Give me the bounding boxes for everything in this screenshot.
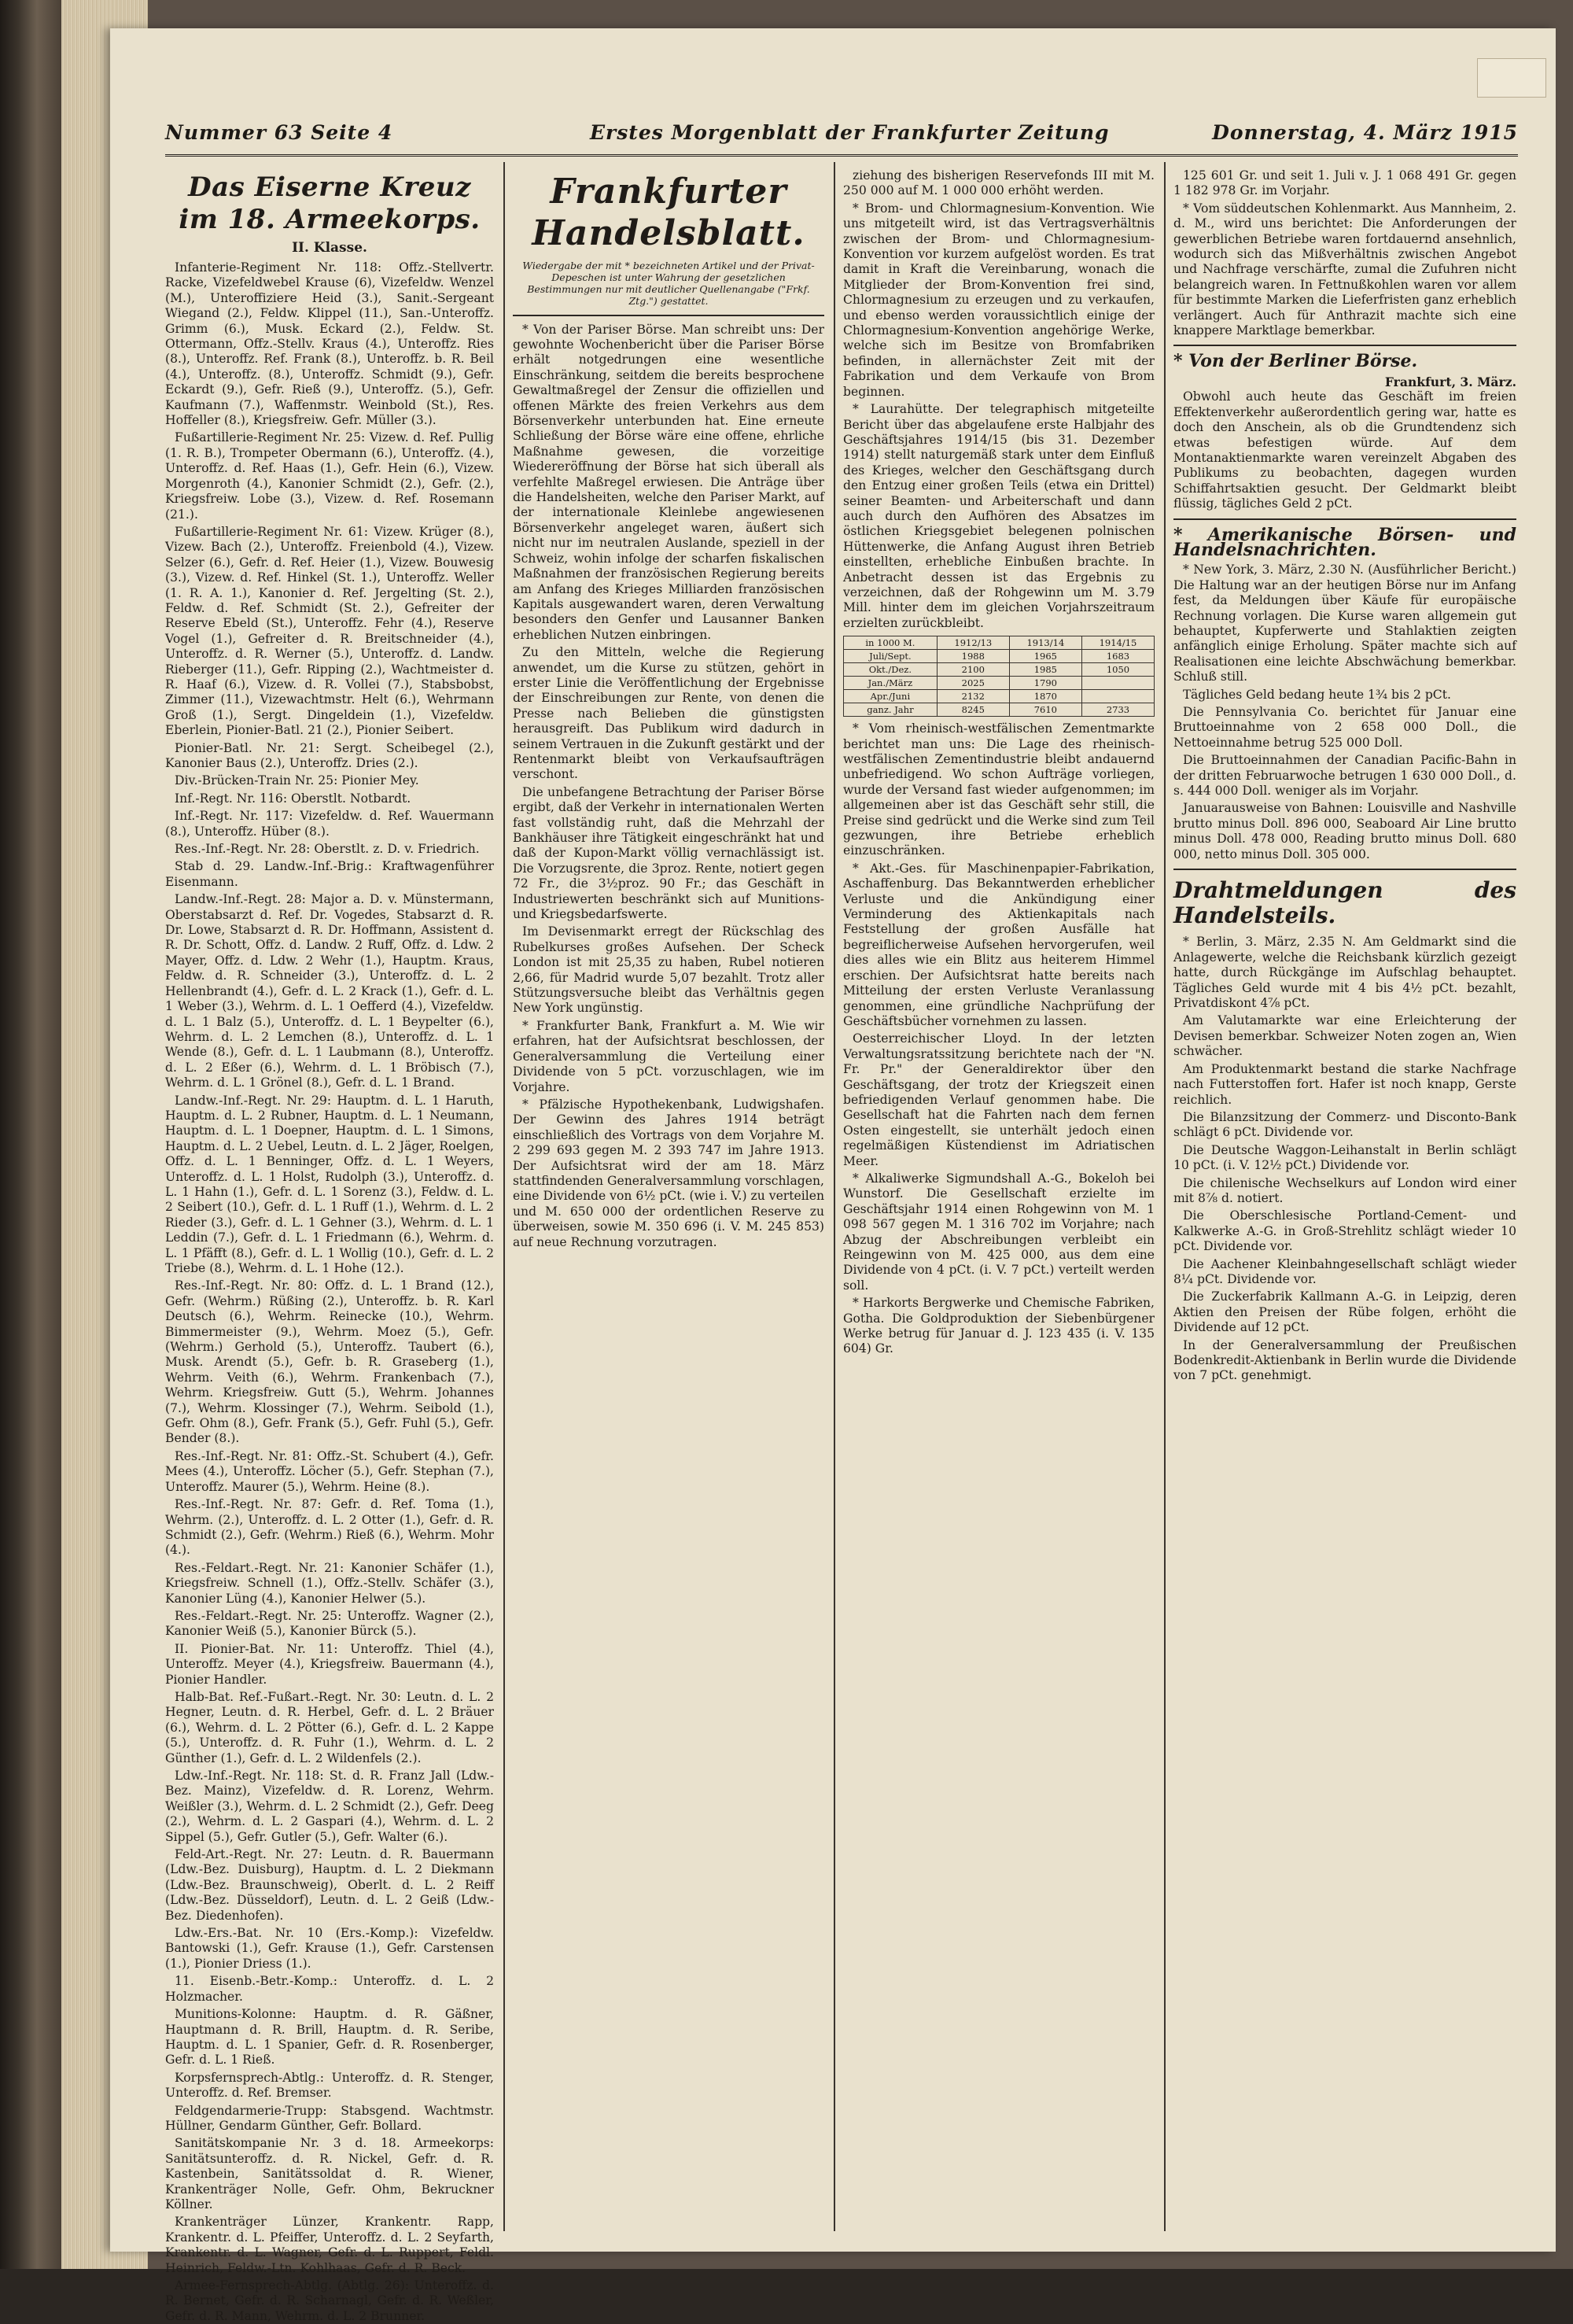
paragraph: 11. Eisenb.-Betr.-Komp.: Unteroffz. d. L. 2 Holzmacher. bbox=[165, 1974, 494, 2004]
paragraph: Div.-Brücken-Train Nr. 25: Pionier Mey. bbox=[175, 773, 419, 788]
article-body bbox=[843, 721, 1155, 1357]
paragraph: Fußartillerie-Regiment Nr. 61: Vizew. Krüger (8.), Vizew. Bach (2.), Unteroffz. Freienbold (4.), Vizew. Selzer (6.), Gefr. d. Ref. Heier (1.), Vizew. Bouwesig (3.), Vizew. d. Ref. Hinkel (St. 1.), Unteroffz. Weller (1. R. A. 1.), Kanonier d. Ref. Jergelting (St. 2.), Feldw. d. Ref. Schmidt (St. 2.), Gefreiter der Reserve Ebeld (St.), Unteroffz. Fehr (4.), Reserve Vogel (1.), Gefreiter d. R. Breitschneider (4.), Unteroffz. d. R. Werner (5.), Unteroffz. d. Landw. Rieberger (11.), Gefr. Ripping (2.), Wachtmeister d. R. Haaf (6.), Vizew. d. R. Vollei (7.), Stabsbobst, Zimmer (11.), Vizewachtmstr. Helt (6.), Wehrmann Groß (1.), Sergt. Dingeldein (1.), Vizefeldw. Eberlein, Pionier-Batl. 21 (2.), Pionier Seibert. bbox=[165, 524, 494, 738]
archive-stamp bbox=[1477, 58, 1546, 98]
book-spine bbox=[0, 0, 61, 2269]
paragraph: Halb-Bat. Ref.-Fußart.-Regt. Nr. 30: Leutn. d. L. 2 Hegner, Leutn. d. R. Herbel, Gefr. d. L. 2 Bräuer (6.), Wehrm. d. L. 2 Pötter (6.), Gefr. d. L. 2 Kappe (5.), Unteroffz. d. R. Fuhr (1.), Wehrm. d. L. 2 Günther (1.), Gefr. d. L. 2 Wildenfels (2.). bbox=[165, 1689, 494, 1765]
table-header-cell: 1913/14 bbox=[1009, 636, 1081, 650]
paragraph: II. Pionier-Bat. Nr. 11: Unteroffz. Thiel (4.), Unteroffz. Meyer (4.), Kriegsfreiw. Bauermann (4.), Pionier Handler. bbox=[165, 1641, 494, 1687]
paragraph: Res.-Inf.-Regt. Nr. 87: Gefr. d. Ref. Toma (1.), Wehrm. (2.), Unteroffz. d. L. 2 Otter (1.), Gefr. d. R. Schmidt (2.), Gefr. (Wehrm.) Rieß (6.), Wehrm. Mohr (4.). bbox=[165, 1497, 494, 1558]
paragraph: Res.-Feldart.-Regt. Nr. 25: Unteroffz. Wagner (2.), Kanonier Weiß (5.), Kanonier Bürck (5.). bbox=[165, 1608, 494, 1639]
table-row bbox=[844, 663, 1155, 677]
column-1 bbox=[165, 168, 494, 2323]
paragraph: Im Devisenmarkt erregt der Rückschlag des Rubelkurses großes Aufsehen. Der Scheck London ist mit 25,35 zu haben, Rubel notieren 2,66, für Madrid wurde 5,07 bezahlt. Trotz aller Stützungsversuche bleibt das Verhältnis gegen New York ungünstig. bbox=[513, 924, 824, 1016]
paragraph: Inf.-Regt. Nr. 117: Vizefeldw. d. Ref. Wauermann (8.), Unteroffz. Hüber (8.). bbox=[165, 809, 494, 839]
table-row bbox=[844, 703, 1155, 717]
table-cell: 1790 bbox=[1009, 677, 1081, 690]
production-table bbox=[843, 636, 1155, 717]
paragraph: Feldgendarmerie-Trupp: Stabsgend. Wachtmstr. Hüllner, Gendarm Günther, Gefr. Bollard. bbox=[165, 2103, 494, 2133]
paragraph: Armee-Fernsprech-Abtlg. (Abtlg. 26): Unteroffz. d. R. Bernet, Gefr. d. R. Scharnagl, Gefr. d. R. Weßler, Gefr. d. R. Mann, Wehrm. d. L. 2 Brunner. bbox=[165, 2278, 494, 2323]
table-cell: 2100 bbox=[937, 663, 1009, 677]
paragraph: Ldw.-Inf.-Regt. Nr. 118: St. d. R. Franz Jall (Ldw.-Bez. Mainz), Vizefeldw. d. R. Lorenz, Wehrm. Weißler (3.), Wehrm. d. L. 2 Schmidt (2.), Gefr. Deeg (2.), Wehrm. d. L. 2 Gaspari (4.), Wehrm. d. L. 2 Sippel (5.), Gefr. Gutler (5.), Gefr. Walter (6.). bbox=[165, 1769, 494, 1844]
table-header-row bbox=[844, 636, 1155, 650]
column-rule bbox=[1164, 162, 1166, 2231]
masthead-date: Donnerstag, 4. März 1915 bbox=[1212, 121, 1518, 144]
newspaper-page bbox=[110, 28, 1556, 2323]
paragraph: Oesterreichischer Lloyd. In der letzten Verwaltungsratssitzung berichtete nach der "N. Fr. Pr." der Generaldirektor über den Geschäftsgang, der trotz der Kriegszeit einen befriedigenden Verlauf genommen habe. Die Gesellschaft hat die Fahrten nach dem fernen Osten eingestellt, sie unterhält jedoch einen regelmäßigen Küstendienst im Adriatischen Meer. bbox=[843, 1031, 1155, 1168]
table-cell: 1870 bbox=[1009, 690, 1081, 703]
divider bbox=[513, 315, 824, 316]
table-cell: Juli/Sept. bbox=[844, 650, 938, 663]
table-cell: Jan./März bbox=[844, 677, 938, 690]
table-cell: Apr./Juni bbox=[844, 690, 938, 703]
paragraph: * Von der Pariser Börse. Man schreibt uns: Der gewohnte Wochenbericht über die Pariser Börse erhält notgedrungen eine wesentliche Einschränkung, seitdem die bereits besprochene Gewaltmaßregel der Zensur die offiziellen und offenen Märkte des freien Verkehrs aus dem Börsenverkehr unterbunden hat. Eine erneute Schließung der Börse wäre eine offene, ehrliche Maßnahme gewesen, die vorzeitige Wiedereröffnung der Börse hat sich überall als verfehlte Maßregel erwiesen. Die Anträge über die Handelsheiten, welche den Pariser Markt, auf der internationale Kleinlebe angewiesenen Börsenverkehr angeleget waren, äußert sich nicht nur im neutralen Auslande, speziell in der Schweiz, wohin infolge der scharfen fiskalischen Maßnahmen der französischen Regierung bereits am Anfang des Krieges Milliarden französischen Kapitals ausgewandert waren, deren Verwaltung besonders den Genfer und Lausanner Banken erheblichen Nutzen einbringen. bbox=[513, 322, 824, 642]
paragraph: * Vom rheinisch-westfälischen Zementmarkte berichtet man uns: Die Lage des rheinisch-westfälischen Zementindustrie bleibt andauernd unbefriedigend. Wo schon Aufträge vorliegen, wurde der Versand fast wieder aufgenommen; im allgemeinen aber ist das Geschäft sehr still, die Preise sind gedrückt und die Werke sind zum Teil gezwungen, ihre Betriebe erheblich einzuschränken. bbox=[843, 721, 1155, 858]
paragraph: Landw.-Inf.-Regt. 28: Major a. D. v. Münstermann, Oberstabsarzt d. Ref. Dr. Vogedes, Stabsarzt d. R. Dr. Lowe, Stabsarzt d. R. Dr. Hoffmann, Assistent d. R. Dr. Schott, Offz. d. Landw. 2 Ruff, Offz. d. Ldw. 2 Mayer, Offz. d. Ldw. 2 Wehr (1.), Hauptm. Kraus, Feldw. d. R. Schneider (3.), Unteroffz. d. L. 2 Hellenbrandt (4.), Gefr. d. L. 2 Krack (1.), Gefr. d. L. 1 Weber (3.), Wehrm. d. L. 1 Oefferd (4.), Vizefeldw. d. L. 1 Balz (5.), Unteroffz. d. L. 1 Beypelter (6.), Wehrm. d. L. 2 Lemchen (8.), Unteroffz. d. L. 1 Wende (8.), Gefr. d. L. 1 Laubmann (8.), Unteroffz. d. L. 2 Eßer (6.), Wehrm. d. L. 1 Bröbisch (7.), Wehrm. d. L. 1 Grönel (8.), Gefr. d. L. 1 Brand. bbox=[165, 892, 494, 1090]
table-cell: ganz. Jahr bbox=[844, 703, 938, 717]
table-row bbox=[844, 690, 1155, 703]
table-cell: 1985 bbox=[1009, 663, 1081, 677]
section-title: Frankfurter Handelsblatt. bbox=[532, 172, 805, 253]
paragraph: Ldw.-Ers.-Bat. Nr. 10 (Ers.-Komp.): Vizefeldw. Bantowski (1.), Gefr. Krause (1.), Gefr. Carstensen (1.), Pionier Driess (1.). bbox=[165, 1926, 494, 1971]
paragraph: Die chilenische Wechselkurs auf London wird einer mit 8⅞ d. notiert. bbox=[1173, 1175, 1516, 1205]
paragraph: Fußartillerie-Regiment Nr. 25: Vizew. d. Ref. Pullig (1. R. B.), Trompeter Obermann (6.), Unteroffz. (4.), Unteroffz. d. Ref. Haas (1.), Gefr. Hein (6.), Vizew. Morgenroth (4.), Kanonier Schmidt (2.), Gefr. (2.), Kriegsfreiw. Lobe (3.), Vizew. d. Ref. Rosemann (21.). bbox=[165, 430, 494, 522]
paragraph: Feld-Art.-Regt. Nr. 27: Leutn. d. R. Bauermann (Ldw.-Bez. Duisburg), Hauptm. d. L. 2 Diekmann (Ldw.-Bez. Braunschweig), Oberlt. d. L. 2 Reiff (Ldw.-Bez. Düsseldorf), Leutn. d. L. 2 Geiß (Ldw.-Bez. Diedenhofen). bbox=[165, 1847, 494, 1923]
article-body bbox=[513, 323, 824, 1250]
table-header-cell: in 1000 M. bbox=[844, 636, 938, 650]
section-heading: * Amerikanische Börsen- und Handelsnachrichten. bbox=[1173, 524, 1516, 560]
table-row bbox=[844, 650, 1155, 663]
column-rule bbox=[503, 162, 505, 2231]
paragraph: Die Oberschlesische Portland-Cement- und Kalkwerke A.-G. in Groß-Strehlitz schlägt wieder 10 pCt. Dividende vor. bbox=[1173, 1208, 1516, 1254]
table-cell: Okt./Dez. bbox=[844, 663, 938, 677]
table-cell: 7610 bbox=[1009, 703, 1081, 717]
table-cell: 2025 bbox=[937, 677, 1009, 690]
paragraph: Infanterie-Regiment Nr. 118: Offz.-Stellvertr. Racke, Vizefeldwebel Krause (6), Vizefeldw. Wenzel (M.), Unteroffiziere Heid (3.), Sanit.-Sergeant Wiegand (2.), Feldw. Klippel (11.), San.-Unteroffz. Grimm (6.), Musk. Eckard (2.), Feldw. St. Ottermann, Offz.-Stellv. Kraus (4.), Unteroffz. Ries (8.), Unteroffz. Ref. Frank (8.), Unteroffz. b. R. Beil (4.), Unteroffz. (8.), Unteroffz. Schmidt (9.), Gefr. Eckardt (9.), Gefr. Rieß (9.), Unteroffz. (5.), Gefr. Kaufmann (7.), Waffenmstr. Weinbold (St.), Res. Hoffeller (8.), Kriegsfreiw. Gefr. Müller (3.). bbox=[165, 260, 494, 428]
divider bbox=[1173, 345, 1516, 346]
paragraph: In der Generalversammlung der Preußischen Bodenkredit-Aktienbank in Berlin wurde die Dividende von 7 pCt. genehmigt. bbox=[1173, 1337, 1516, 1383]
divider bbox=[1173, 869, 1516, 870]
table-body bbox=[844, 650, 1155, 717]
paragraph: Januarausweise von Bahnen: Louisville and Nashville brutto minus Doll. 896 000, Seaboard Air Line brutto minus Doll. 478 000, Reading brutto minus Doll. 680 000, netto minus Doll. 305 000. bbox=[1173, 801, 1516, 861]
column-3 bbox=[843, 168, 1155, 2230]
paragraph: Die unbefangene Betrachtung der Pariser Börse ergibt, daß der Verkehr in internationalen Werten fast vollständig ruht, daß die Mehrzahl der Bankhäuser ihre Tätigkeit eingeschränkt hat und daß der Kupon-Markt völlig vernachlässigt ist. Die Vorzugsrente, die 3proz. Rente, notiert gegen 72 Fr., die 3½proz. 90 Fr.; das Geschäft in Industriewerten beschränkt sich auf Munitions- und Kriegsbedarfswerte. bbox=[513, 784, 824, 922]
article-body bbox=[1173, 168, 1516, 338]
table-cell: 1988 bbox=[937, 650, 1009, 663]
paragraph: Die Zuckerfabrik Kallmann A.-G. in Leipzig, deren Aktien den Preisen der Rübe folgen, erhöht die Dividende auf 12 pCt. bbox=[1173, 1289, 1516, 1335]
table-cell: 1050 bbox=[1081, 663, 1154, 677]
paragraph: Die Pennsylvania Co. berichtet für Januar eine Bruttoeinnahme von 2 658 000 Doll., die Nettoeinnahme betrug 525 000 Doll. bbox=[1173, 705, 1516, 750]
paragraph: ziehung des bisherigen Reservefonds III mit M. 250 000 auf M. 1 000 000 erhöht werden. bbox=[843, 168, 1155, 198]
section-heading: * Von der Berliner Börse. bbox=[1173, 351, 1418, 372]
column-4 bbox=[1173, 168, 1516, 2230]
paragraph: Res.-Feldart.-Regt. Nr. 21: Kanonier Schäfer (1.), Kriegsfreiw. Schnell (1.), Offz.-Stellv. Schäfer (3.), Kanonier Lüng (4.), Kanonier Helwer (5.). bbox=[165, 1560, 494, 1606]
article-body bbox=[1173, 389, 1516, 511]
article-body bbox=[165, 260, 494, 2324]
paragraph: * Harkorts Bergwerke und Chemische Fabriken, Gotha. Die Goldproduktion der Siebenbürgener Werke betrug für Januar d. J. 123 435 (i. V. 135 604) Gr. bbox=[843, 1296, 1155, 1356]
table-header-cell: 1914/15 bbox=[1081, 636, 1154, 650]
paragraph: Obwohl auch heute das Geschäft im freien Effektenverkehr außerordentlich gering war, hatte es doch den Anschein, als ob die Grundtendenz sich etwas befestigen würde. Auf dem Montanaktienmarkte waren vereinzelt Abgaben des Publikums zu beobachten, dagegen wurden Schiffahrtsaktien gesucht. Der Geldmarkt bleibt flüssig, tägliches Geld 2 pCt. bbox=[1173, 389, 1516, 511]
table-cell: 8245 bbox=[937, 703, 1009, 717]
paragraph: Inf.-Regt. Nr. 116: Oberstlt. Notbardt. bbox=[175, 791, 411, 806]
table-row bbox=[844, 677, 1155, 690]
table-cell: 2132 bbox=[937, 690, 1009, 703]
paragraph: Die Aachener Kleinbahngesellschaft schlägt wieder 8¼ pCt. Dividende vor. bbox=[1173, 1256, 1516, 1286]
paragraph: * Akt.-Ges. für Maschinenpapier-Fabrikation, Aschaffenburg. Das Bekanntwerden erheblicher Verluste und die Ankündigung einer Verminderung des Aktienkapitals nach Feststellung der großen Ausfälle hat begreiflicherweise Aufsehen hervorgerufen, weil dies alles wie ein Blitz aus heiterem Himmel erschien. Der Aufsichtsrat hatte bereits nach Mitteilung der ersten Verluste Veranlassung genommen, eine gründliche Nachprüfung der Geschäftsbücher vornehmen zu lassen. bbox=[843, 861, 1155, 1028]
section-heading: Drahtmeldungen des Handelsteils. bbox=[1173, 877, 1516, 929]
paragraph: Die Bruttoeinnahmen der Canadian Pacific-Bahn in der dritten Februarwoche betrugen 1 630 000 Doll., d. s. 444 000 Doll. weniger als im Vorjahr. bbox=[1173, 753, 1516, 799]
paragraph: * New York, 3. März, 2.30 N. (Ausführlicher Bericht.) Die Haltung war an der heutigen Börse nur im Anfang fest, da Meldungen über Käufe für europäische Rechnung vorlagen. Die Kurse waren allgemein gut behauptet, Kupferwerte und Stahlaktien zeigten anfänglich einige Erholung. Später machte sich auf Realisationen eine leichte Abschwächung bemerkbar. Schluß still. bbox=[1173, 563, 1516, 684]
table-cell bbox=[1081, 690, 1154, 703]
column-rule bbox=[834, 162, 835, 2231]
paragraph: Am Valutamarkte war eine Erleichterung der Devisen bemerkbar. Schweizer Noten zogen an, Wien schwächer. bbox=[1173, 1013, 1516, 1059]
paragraph: 125 601 Gr. und seit 1. Juli v. J. 1 068 491 Gr. gegen 1 182 978 Gr. im Vorjahr. bbox=[1173, 168, 1516, 198]
paragraph: Res.-Inf.-Regt. Nr. 28: Oberstlt. z. D. v. Friedrich. bbox=[175, 842, 480, 857]
paragraph: Munitions-Kolonne: Hauptm. d. R. Gäßner, Hauptmann d. R. Brill, Hauptm. d. R. Seribe, Hauptm. d. L. 1 Spanier, Gefr. d. R. Rosenberger, Gefr. d. L. 1 Rieß. bbox=[165, 2007, 494, 2068]
paragraph: Tägliches Geld bedang heute 1¾ bis 2 pCt. bbox=[1183, 687, 1451, 702]
paragraph: * Laurahütte. Der telegraphisch mitgeteilte Bericht über das abgelaufene erste Halbjahr des Geschäftsjahres 1914/15 (bis 31. Dezember 1914) stellt naturgemäß stark unter dem Einfluß des Krieges, welcher den Geschäftsgang durch den Entzug einer großen Teils (etwa ein Drittel) seiner Beamten- und Arbeiterschaft und dann auch durch den Aufhören des Absatzes im östlichen Kriegsgebiet belegenen polnischen Hüttenwerke, die Anfang August ihren Betrieb einstellten, erhebliche Einbußen brachte. In Anbetracht dessen ist das Ergebnis zu verzeichnen, daß der Rohgewinn um M. 3.79 Mill. hinter dem im gleichen Vorjahrszeitraum erzielten zurückbleibt. bbox=[843, 402, 1155, 630]
paragraph: Die Deutsche Waggon-Leihanstalt in Berlin schlägt 10 pCt. (i. V. 12½ pCt.) Dividende vor. bbox=[1173, 1142, 1516, 1173]
table-cell: 1683 bbox=[1081, 650, 1154, 663]
paragraph: Am Produktenmarkt bestand die starke Nachfrage nach Futterstoffen fort. Hafer ist noch knapp, Gerste reichlich. bbox=[1173, 1061, 1516, 1107]
article-body bbox=[843, 168, 1155, 631]
article-body bbox=[1173, 563, 1516, 862]
paragraph: Die Bilanzsitzung der Commerz- und Disconto-Bank schlägt 6 pCt. Dividende vor. bbox=[1173, 1109, 1516, 1140]
masthead bbox=[165, 107, 1518, 157]
article-title: Das Eiserne Kreuz im 18. Armeekorps. bbox=[179, 172, 481, 235]
paragraph: * Pfälzische Hypothekenbank, Ludwigshafen. Der Gewinn des Jahres 1914 beträgt einschließlich des Vortrags von dem Vorjahre M. 2 299 693 gegen M. 2 393 747 im Jahre 1913. Der Aufsichtsrat wird der am 18. März stattfindenden Generalversammlung vorschlagen, eine Dividende von 6½ pCt. (wie i. V.) zu verteilen und M. 650 000 der ordentlichen Reserve zu überweisen, sowie M. 350 696 (i. V. M. 245 853) auf neue Rechnung vorzutragen. bbox=[513, 1097, 825, 1249]
divider bbox=[1173, 518, 1516, 520]
article-body bbox=[1173, 935, 1516, 1383]
table-header-cell: 1912/13 bbox=[937, 636, 1009, 650]
dateline: Frankfurt, 3. März. bbox=[1384, 374, 1516, 389]
paragraph: Korpsfernsprech-Abtlg.: Unteroffz. d. R. Stenger, Unteroffz. d. Ref. Bremser. bbox=[165, 2070, 494, 2101]
paragraph: Sanitätskompanie Nr. 3 d. 18. Armeekorps: Sanitätsunteroffz. d. R. Nickel, Gefr. d. R. Kastenbein, Sanitätssoldat d. R. Wiener, Krankenträger Nolle, Gefr. Ohm, Bekruckner Köllner. bbox=[165, 2136, 494, 2211]
paragraph: Pionier-Batl. Nr. 21: Sergt. Scheibegel (2.), Kanonier Baus (2.), Unteroffz. Dries (2.). bbox=[165, 740, 494, 770]
table-cell bbox=[1081, 677, 1154, 690]
paragraph: Res.-Inf.-Regt. Nr. 80: Offz. d. L. 1 Brand (12.), Gefr. (Wehrm.) Rüßing (2.), Unteroffz. b. R. Karl Deutsch (6.), Wehrm. Reinecke (10.), Wehrm. Bimmermeister (9.), Wehrm. Moez (5.), Gefr. (Wehrm.) Gerhold (5.), Unteroffz. Taubert (6.), Musk. Arendt (5.), Gefr. b. R. Graseberg (1.), Wehrm. Veith (6.), Wehrm. Frankenbach (7.), Wehrm. Kriegsfreiw. Gutt (5.), Wehrm. Johannes (7.), Wehrm. Klossinger (7.), Wehrm. Seibold (1.), Gefr. Ohm (8.), Gefr. Frank (5.), Gefr. Fuhl (5.), Gefr. Bender (8.). bbox=[165, 1278, 494, 1446]
paragraph: * Vom süddeutschen Kohlenmarkt. Aus Mannheim, 2. d. M., wird uns berichtet: Die Anforderungen der gewerblichen Betriebe waren fortdauernd ansehnlich, wodurch sich das Mißverhältnis zwischen Angebot und Nachfrage verschärfte, zumal die Zufuhren nicht belangreich waren. In Fettnußkohlen waren vor allem für bestimmte Marken die Lieferfristen ganz erheblich verlängert. Auch für Anthrazit machte sich eine knappere Marktlage bemerkbar. bbox=[1173, 201, 1516, 338]
reprint-note: Wiedergabe der mit * bezeichneten Artikel und der Privat-Depeschen ist unter Wahrung der gesetzlichen Bestimmungen nur mit deutlicher Quellenangabe ("Frkf. Ztg.") gestattet. bbox=[522, 259, 815, 307]
column-2 bbox=[513, 168, 824, 2230]
paragraph: Stab d. 29. Landw.-Inf.-Brig.: Kraftwagenführer Eisenmann. bbox=[165, 859, 494, 889]
paragraph: * Brom- und Chlormagnesium-Konvention. Wie uns mitgeteilt wird, ist das Vertragsverhältnis zwischen der Brom- und Chlormagnesium-Konvention vor kurzem aufgelöst worden. Es trat damit in Kraft die Vereinbarung, wonach die Mitglieder der Brom-Konvention frei sind, Chlormagnesium zu erzeugen und zu verkaufen, und ebenso werden voraussichtlich einige der Chlormagnesium-Konvention angehörige Werke, welche sich im Besitze von Bromfabriken befinden, in allernächster Zeit mit der Fabrikation und dem Verkaufe von Brom beginnen. bbox=[843, 201, 1155, 399]
masthead-issue: Nummer 63 Seite 4 bbox=[165, 121, 393, 144]
paragraph: Zu den Mitteln, welche die Regierung anwendet, um die Kurse zu stützen, gehört in erster Linie die Veröffentlichung der Ergebnisse der Einschreibungen zur Rente, von denen die Presse nach Belieben die günstigsten herausgreift. Das Publikum wird dadurch in seinem Vertrauen in die Zukunft gestärkt und der Rentenmarkt bleibt von Verkaufsaufträgen verschont. bbox=[513, 645, 824, 782]
paragraph: * Alkaliwerke Sigmundshall A.-G., Bokeloh bei Wunstorf. Die Gesellschaft erzielte im Geschäftsjahr 1914 einen Rohgewinn von M. 1 098 567 gegen M. 1 316 702 im Vorjahre; nach Abzug der Abschreibungen verbleibt ein Reingewinn von M. 425 000, aus dem eine Dividende von 4 pCt. (i. V. 7 pCt.) verteilt werden soll. bbox=[843, 1171, 1155, 1293]
paragraph: Landw.-Inf.-Regt. Nr. 29: Hauptm. d. L. 1 Haruth, Hauptm. d. L. 2 Rubner, Hauptm. d. L. 1 Neumann, Hauptm. d. L. 1 Doepner, Hauptm. d. L. 1 Simons, Hauptm. d. L. 2 Uebel, Leutn. d. L. 2 Jäger, Roelgen, Offz. d. L. 1 Benninger, Offz. d. L. 1 Weyers, Unteroffz. d. L. 1 Holst, Rudolph (3.), Unteroffz. d. L. 1 Hahn (1.), Gefr. d. L. 1 Sorenz (3.), Feldw. d. L. 2 Seibert (10.), Gefr. d. L. 1 Ruff (1.), Wehrm. d. L. 2 Rieder (3.), Gefr. d. L. 1 Gehner (3.), Wehrm. d. L. 1 Leddin (7.), Gefr. d. L. 1 Friedmann (6.), Wehrm. d. L. 1 Pfäfft (8.), Gefr. d. L. 1 Wollig (10.), Gefr. d. L. 2 Triebe (8.), Wehrm. d. L. 1 Hohe (12.). bbox=[165, 1093, 494, 1275]
paragraph: Res.-Inf.-Regt. Nr. 81: Offz.-St. Schubert (4.), Gefr. Mees (4.), Unteroffz. Löcher (5.), Gefr. Stephan (7.), Unteroffz. Maurer (5.), Wehrm. Heine (8.). bbox=[165, 1448, 494, 1494]
table-cell: 1965 bbox=[1009, 650, 1081, 663]
paragraph: * Frankfurter Bank, Frankfurt a. M. Wie wir erfahren, hat der Aufsichtsrat beschlossen, der Generalversammlung die Verteilung einer Dividende von 5 pCt. vorzuschlagen, wie im Vorjahre. bbox=[513, 1018, 824, 1094]
article-subtitle: II. Klasse. bbox=[292, 239, 367, 256]
paragraph: Krankenträger Lünzer, Krankentr. Rapp, Krankentr. d. L. Pfeiffer, Unteroffz. d. L. 2 Seyfarth, Krankentr. d. L. Wagner, Gefr. d. L. Ruppert, Feldl. Heinrich, Feldw.-Ltn. Kohlhaas, Gefr. d. R. Beck. bbox=[165, 2215, 494, 2275]
table-cell: 2733 bbox=[1081, 703, 1154, 717]
paragraph: * Berlin, 3. März, 2.35 N. Am Geldmarkt sind die Anlagewerte, welche die Reichsbank kürzlich gezeigt hatte, durch Rückgänge im Aufschlag behauptet. Tägliches Geld wurde mit 4 bis 4½ pCt. bezahlt, Privatdiskont 4⅞ pCt. bbox=[1173, 935, 1516, 1011]
masthead-paper: Erstes Morgenblatt der Frankfurter Zeitung bbox=[590, 121, 1110, 144]
